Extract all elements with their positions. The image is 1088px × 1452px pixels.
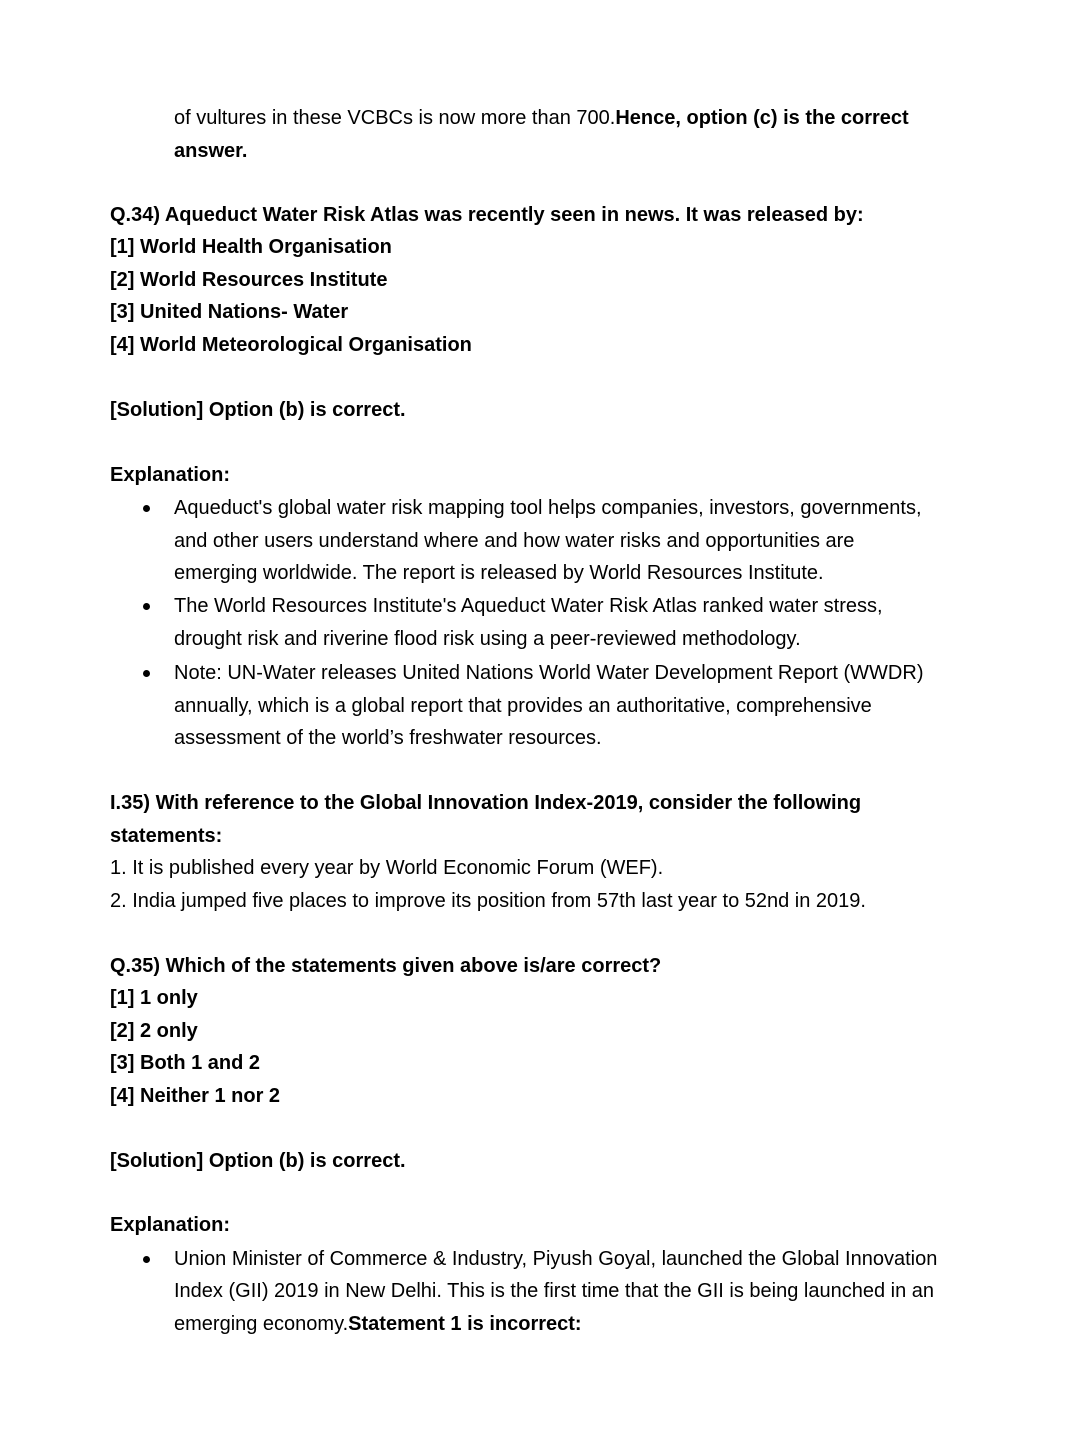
i35-heading-line-2: statements:: [110, 825, 223, 847]
bullet-icon: [143, 1256, 150, 1263]
q34-option-2: [2] World Resources Institute: [110, 269, 388, 291]
q35-option-2: [2] 2 only: [110, 1020, 198, 1042]
q34-bullet-1-line-3: emerging worldwide. The report is released by World Resources Institute.: [174, 562, 824, 584]
q35-bullet-text: emerging economy.: [174, 1313, 349, 1335]
i35-statement-2: 2. India jumped five places to improve its position from 57th last year to 52nd in 2019.: [110, 890, 866, 912]
prev-answer-bold: Hence, option (c) is the correct: [615, 107, 909, 129]
bullet-icon: [143, 670, 150, 677]
q34-question: Q.34) Aqueduct Water Risk Atlas was recently seen in news. It was released by:: [110, 204, 864, 226]
prev-answer-text: of vultures in these VCBCs is now more than 700.: [174, 107, 616, 129]
q34-option-3: [3] United Nations- Water: [110, 301, 349, 323]
q34-bullet-1-line-1: Aqueduct's global water risk mapping tool helps companies, investors, governments,: [174, 497, 922, 519]
q34-bullet-2-line-1: The World Resources Institute's Aqueduct Water Risk Atlas ranked water stress,: [174, 595, 883, 617]
q34-bullet-3-line-2: annually, which is a global report that provides an authoritative, comprehensive: [174, 695, 872, 717]
q34-solution: [Solution] Option (b) is correct.: [110, 399, 406, 421]
q35-solution: [Solution] Option (b) is correct.: [110, 1150, 406, 1172]
prev-answer-line-2: answer.: [174, 140, 248, 162]
q35-bullet-line-3: [174, 1308, 582, 1341]
prev-answer-line-1: [174, 102, 909, 135]
q35-bullet-bold: Statement 1 is incorrect:: [348, 1313, 582, 1335]
q35-option-1: [1] 1 only: [110, 987, 198, 1009]
q35-bullet-line-2: Index (GII) 2019 in New Delhi. This is the first time that the GII is being launched in an: [174, 1280, 935, 1302]
i35-heading-line-1: I.35) With reference to the Global Innovation Index-2019, consider the following: [110, 792, 862, 814]
bullet-icon: [143, 505, 150, 512]
q35-option-3: [3] Both 1 and 2: [110, 1052, 261, 1074]
q35-explanation-heading: Explanation:: [110, 1214, 231, 1236]
q35-question: Q.35) Which of the statements given above is/are correct?: [110, 955, 662, 977]
bullet-icon: [143, 603, 150, 610]
q34-bullet-1-line-2: and other users understand where and how water risks and opportunities are: [174, 530, 855, 552]
q34-bullet-2-line-2: drought risk and riverine flood risk using a peer-reviewed methodology.: [174, 628, 801, 650]
q35-option-4: [4] Neither 1 nor 2: [110, 1085, 281, 1107]
q34-option-4: [4] World Meteorological Organisation: [110, 334, 472, 356]
q34-option-1: [1] World Health Organisation: [110, 236, 392, 258]
q34-bullet-3-line-3: assessment of the world’s freshwater resources.: [174, 727, 602, 749]
q34-explanation-heading: Explanation:: [110, 464, 231, 486]
i35-statement-1: 1. It is published every year by World Economic Forum (WEF).: [110, 857, 664, 879]
q34-bullet-3-line-1: Note: UN-Water releases United Nations World Water Development Report (WWDR): [174, 662, 924, 684]
q35-bullet-line-1: Union Minister of Commerce & Industry, Piyush Goyal, launched the Global Innovation: [174, 1248, 938, 1270]
